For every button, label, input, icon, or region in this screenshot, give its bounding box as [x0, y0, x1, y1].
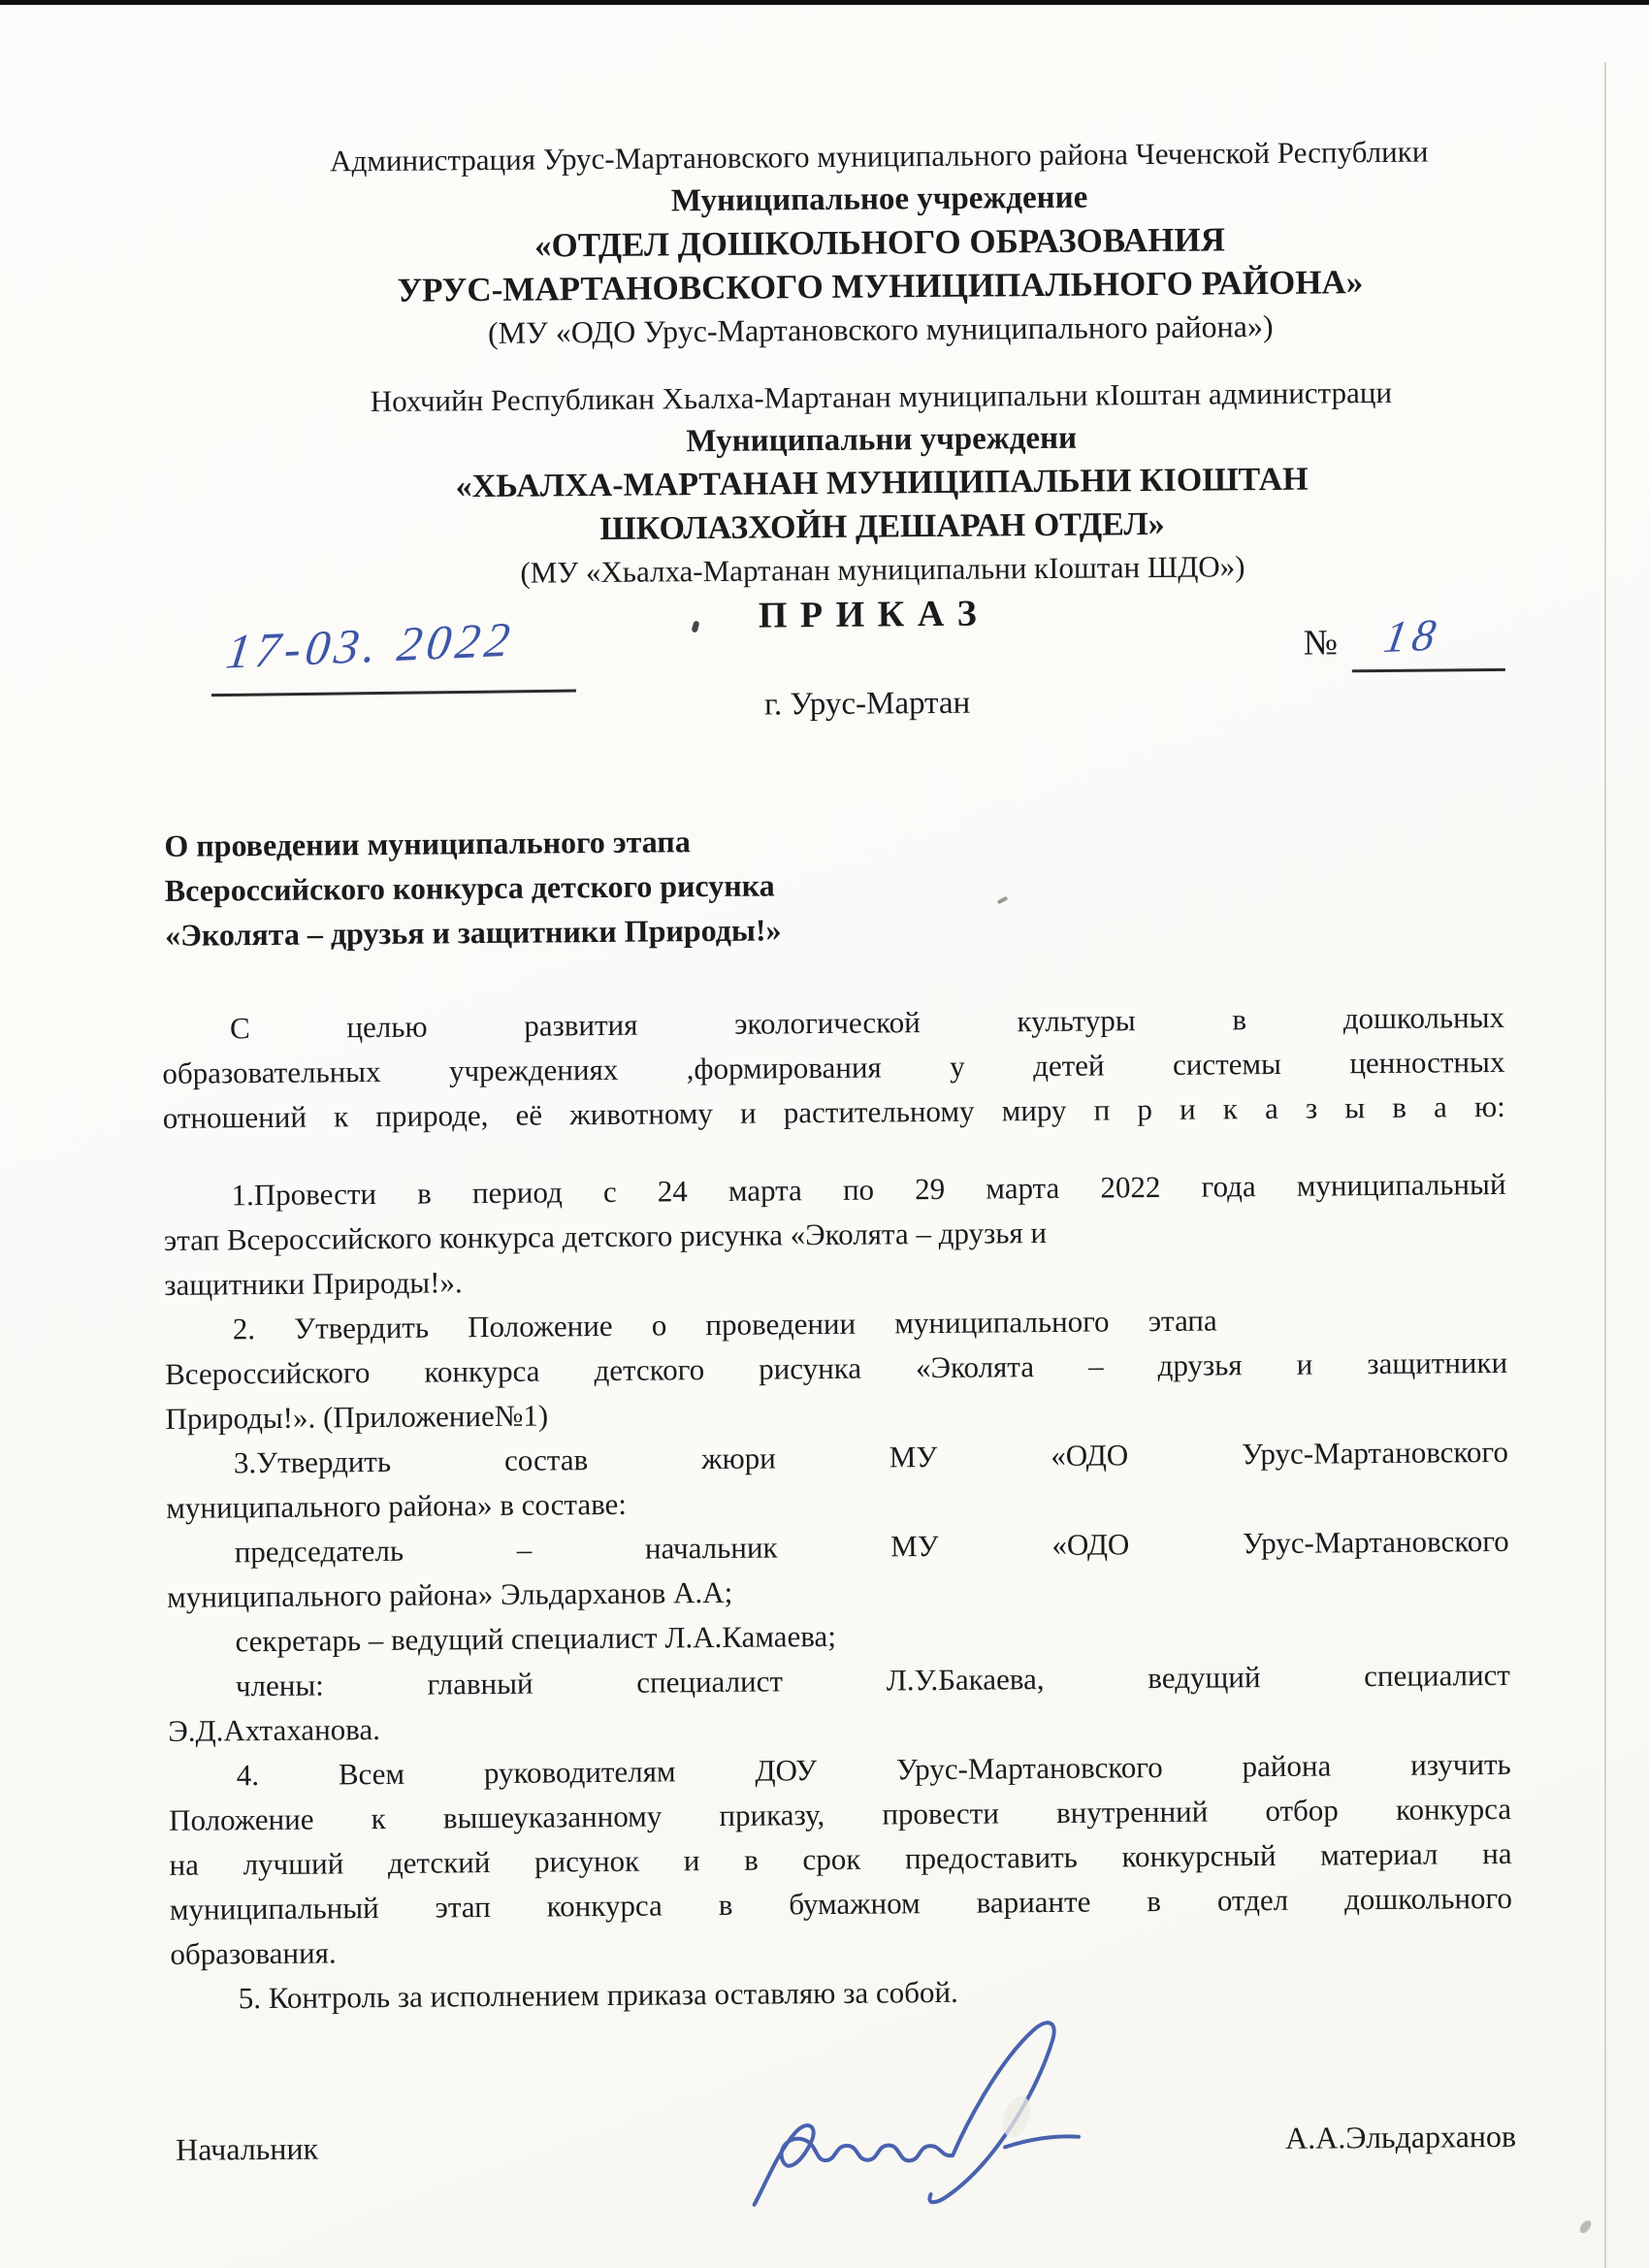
subject-line: «Эколята – друзья и защитники Природы!» — [165, 912, 782, 953]
scan-edge-right — [1604, 62, 1606, 2268]
letterhead-admin-ru: Администрация Урус-Мартановского муниципального района Чеченской Республики — [329, 134, 1429, 178]
letterhead-abbr-che: (МУ «Хьалха-Мартанан муниципальни кIоштан ШДО») — [520, 549, 1245, 590]
body-line: 4. Всем руководителям ДОУ Урус-Мартановского района изучить — [236, 1746, 1511, 1793]
body-line: председатель – начальник МУ «ОДО Урус-Мартановского — [234, 1523, 1509, 1570]
letterhead-institution-che: Муниципальни учреждени — [686, 420, 1078, 460]
body-line: муниципальный этап конкурса в бумажном варианте в отдел дошкольного — [169, 1880, 1513, 1927]
body-line: на лучший детский рисунок и в срок предоставить конкурсный материал на — [169, 1835, 1512, 1882]
body-line: С целью развития экологической культуры в дошкольных — [229, 999, 1505, 1046]
body-line: члены: главный специалист Л.У.Бакаева, ведущий специалист — [235, 1657, 1511, 1703]
doc-type-title: П Р И К А З — [758, 593, 979, 636]
body-line: образования. — [170, 1935, 337, 1971]
body — [162, 995, 1513, 2022]
subject-line: О проведении муниципального этапа — [164, 824, 691, 863]
subject-line: Всероссийского конкурса детского рисунка — [164, 867, 775, 908]
letterhead-org-line1-che: «ХЬАЛХА-МАРТАНАН МУНИЦИПАЛЬНИ КIОШТАН — [455, 461, 1309, 505]
body-line: Э.Д.Ахтаханова. — [168, 1712, 381, 1748]
city-line: г. Урус-Мартан — [763, 685, 971, 723]
paragraph — [167, 1519, 1510, 1620]
signer-name: А.А.Эльдарханов — [1284, 2118, 1517, 2155]
paragraph — [166, 1430, 1509, 1531]
body-line: Положение к вышеуказанному приказу, провести внутренний отбор конкурса — [168, 1791, 1512, 1837]
paragraph — [162, 995, 1505, 1141]
paragraph — [169, 1742, 1513, 1977]
body-line: Природы!». (Приложение№1) — [165, 1398, 549, 1436]
paragraph — [163, 1162, 1506, 1308]
body-line: 1.Провести в период с 24 марта по 29 марта 2022 года муниципальный — [231, 1166, 1506, 1213]
body-line: этап Всероссийского конкурса детского рисунка «Эколята – друзья и — [163, 1215, 1048, 1257]
paragraph — [168, 1653, 1511, 1754]
body-line: муниципального района» в составе: — [166, 1486, 628, 1525]
letterhead-abbr-ru: (МУ «ОДО Урус-Мартановского муниципального района») — [487, 308, 1274, 350]
letterhead-org-line2-che: ШКОЛАЗХОЙН ДЕШАРАН ОТДЕЛ» — [599, 505, 1165, 547]
letterhead-institution-ru: Муниципальное учреждение — [670, 179, 1088, 219]
body-line: защитники Природы!». — [164, 1265, 463, 1302]
handwritten-number: 18 — [1380, 609, 1445, 663]
body-line: Всероссийского конкурса детского рисунка «Эколята – друзья и защитники — [164, 1345, 1508, 1391]
handwritten-date: 17-03. 2022 — [223, 611, 518, 679]
number-sign: № — [1303, 623, 1339, 664]
paragraph — [165, 1296, 1508, 1442]
body-line: отношений к природе, её животному и растительному миру п р и к а з ы в а ю: — [162, 1088, 1505, 1135]
letterhead-admin-che: Нохчийн Республикан Хьалха-Мартанан муниципальни кIоштан администраци — [370, 374, 1393, 419]
letterhead-russian — [166, 129, 1596, 598]
body-line: муниципального района» Эльдарханов А.А; — [166, 1574, 733, 1614]
body-line: 2. Утвердить Положение о проведении муниципального этапа — [232, 1303, 1217, 1346]
body-line: секретарь – ведущий специалист Л.А.Камаева; — [235, 1618, 836, 1659]
signer-position: Начальник — [175, 2130, 319, 2167]
body-line: 5. Контроль за исполнением приказа оставляю за собой. — [238, 1974, 958, 2016]
body-line: образовательных учреждениях ,формирования у детей системы ценностных — [162, 1044, 1505, 1090]
signature-ink — [721, 2001, 1101, 2222]
number-underline — [1352, 668, 1505, 672]
letterhead-org-line1-ru: «ОТДЕЛ ДОШКОЛЬНОГО ОБРАЗОВАНИЯ — [534, 220, 1226, 265]
letterhead-org-line2-ru: УРУС-МАРТАНОВСКОГО МУНИЦИПАЛЬНОГО РАЙОНА» — [397, 263, 1364, 309]
body-line: 3.Утвердить состав жюри МУ «ОДО Урус-Мартановского — [233, 1434, 1509, 1480]
order-subject — [164, 813, 1329, 956]
scan-edge-top — [0, 0, 1649, 5]
